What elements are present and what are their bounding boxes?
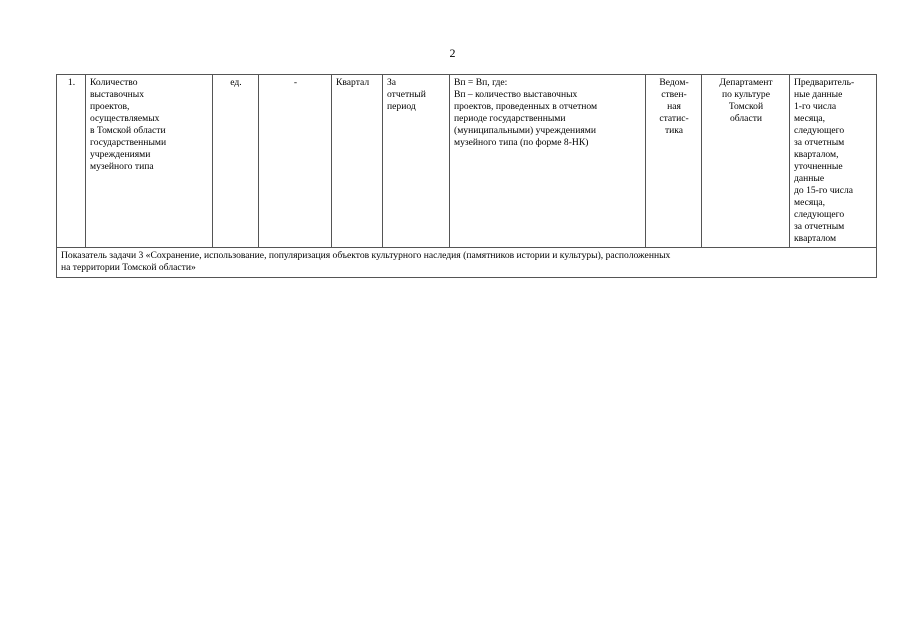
deadline-cell: Предваритель- ные данные 1-го числа месяца, следующего за отчетным кварталом, уточненные данные до 15-го числа месяца, следующего за отчетным кварталом [790, 75, 877, 248]
indicator-table [56, 74, 877, 278]
table-row [57, 75, 877, 248]
period-cell: За отчетный период [383, 75, 450, 248]
dash-cell: - [259, 75, 332, 248]
indicator-name: Количество выставочных проектов, осуществляемых в Томской области государственными учреждениями музейного типа [86, 75, 213, 248]
periodicity-cell: Квартал [332, 75, 383, 248]
formula-cell: Вп = Вп, где: Вп – количество выставочных проектов, проведенных в отчетном периоде государственными (муниципальными) учреждениями музейного типа (по форме 8-НК) [450, 75, 646, 248]
page-number: 2 [449, 46, 456, 60]
table-row [57, 248, 877, 278]
responsible-cell: Департамент по культуре Томской области [702, 75, 790, 248]
row-number: 1. [57, 75, 86, 248]
source-cell: Ведом- ствен- ная статис- тика [646, 75, 702, 248]
task-indicator-heading: Показатель задачи 3 «Сохранение, использование, популяризация объектов культурного наследия (памятников истории и культуры), расположенных на территории Томской области» [57, 248, 877, 278]
unit-cell: ед. [213, 75, 259, 248]
